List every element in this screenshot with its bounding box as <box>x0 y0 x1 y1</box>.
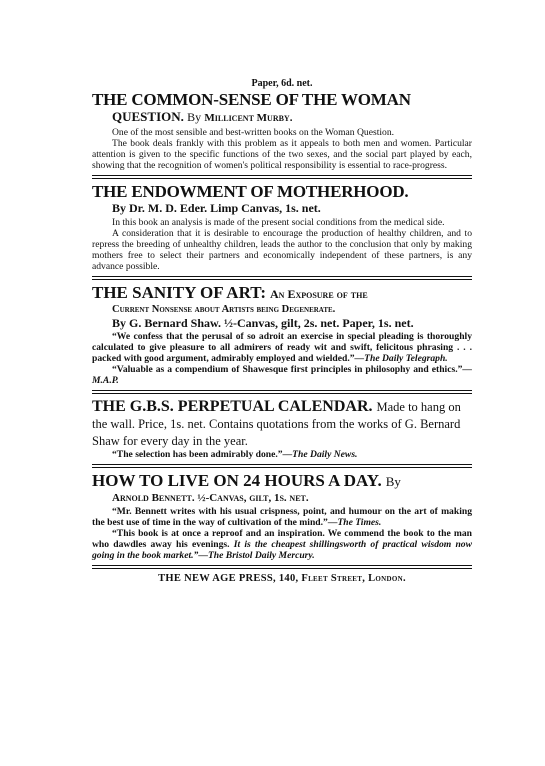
advertisement-page <box>92 78 472 584</box>
review-quote <box>92 506 472 528</box>
book-title-line <box>92 284 472 303</box>
review-text-italic: It is the cheapest shillingsworth of practical wisdom now going in the book market.” <box>92 539 472 561</box>
review-source: —The Bristol Daily Mercury. <box>198 550 315 561</box>
review-quote <box>92 331 472 364</box>
author-line: By Dr. M. D. Eder. Limp Canvas, 1s. net. <box>112 201 321 215</box>
book-subtitle: An Exposure of the <box>270 287 368 301</box>
divider <box>92 276 472 280</box>
publisher-footer: THE NEW AGE PRESS, 140, Fleet Street, London. <box>158 573 406 584</box>
book-title-line <box>92 472 472 491</box>
review-text: “Valuable as a compendium of Shawesque first principles in philosophy and ethics.” <box>112 364 463 375</box>
divider <box>92 464 472 468</box>
book-entry-calendar <box>92 398 472 460</box>
description-paragraph: A consideration that it is desirable to encourage the production of healthy children, and to repress the breeding of unhealthy children, leads the author to the conclusion that only by making mothers free to select their partners and economically independent of these partners, is any advance possible. <box>92 228 472 272</box>
divider <box>92 175 472 179</box>
book-subtitle-continued: Current Nonsense about Artists being Degenerate. <box>112 304 336 315</box>
author-prefix: By <box>187 110 202 124</box>
review-quote <box>92 364 472 386</box>
description-paragraph: In this book an analysis is made of the present social conditions from the medical side. <box>112 217 445 228</box>
review-text: “The selection has been admirably done.” <box>112 449 283 460</box>
divider <box>92 390 472 394</box>
description-paragraph: One of the most sensible and best-written books on the Woman Question. <box>112 127 395 138</box>
book-title: THE SANITY OF ART: <box>92 283 266 302</box>
book-entry-common-sense <box>92 91 472 171</box>
review-text: “Mr. Bennett writes with his usual crispness, point, and humour on the art of making the best use of time in the way of cultivation of the mind.” <box>92 506 472 528</box>
price-note: Paper, 6d. net. <box>251 78 313 89</box>
book-title: HOW TO LIVE ON 24 HOURS A DAY. <box>92 471 382 490</box>
book-title: THE ENDOWMENT OF MOTHERHOOD. <box>92 182 409 201</box>
review-source: —M.A.P. <box>92 364 472 386</box>
review-text: “We confess that the perusal of so adroit an exercise in special pleading is thoroughly calculated to give pleasure to all admirers of ready wit and swift, felicitous phrasing . . . packed with good argument, admirably employed and wielded.” <box>92 331 472 364</box>
review-source: —The Daily News. <box>282 449 358 460</box>
book-title: THE G.B.S. PERPETUAL CALENDAR. <box>92 398 373 415</box>
book-title-continued <box>92 109 472 126</box>
book-title-block <box>92 398 472 449</box>
author-prefix: By <box>385 474 401 489</box>
book-title: THE COMMON-SENSE OF THE WOMAN <box>92 90 411 109</box>
author-line: Arnold Bennett. ½-Canvas, gilt, 1s. net. <box>112 492 309 504</box>
author-name: Millicent Murby. <box>204 112 293 124</box>
review-text: “This book is at once a reproof and an inspiration. We commend the book to the man who dawdles away his evenings. <box>92 528 472 550</box>
book-entry-endowment <box>92 183 472 272</box>
review-quote <box>92 528 472 561</box>
book-entry-sanity-of-art <box>92 284 472 386</box>
book-title-end: QUESTION. <box>112 109 184 124</box>
review-source: —The Daily Telegraph. <box>354 353 448 364</box>
book-entry-24-hours <box>92 472 472 561</box>
book-description: Made to hang on the wall. Price, 1s. net. Contains quotations from the works of G. Bernard Shaw for every day in the year. <box>92 400 461 448</box>
divider <box>92 565 472 569</box>
description-paragraph: The book deals frankly with this problem as it appeals to both men and women. Particular attention is given to the specific functions of the two sexes, and the social part played by each, showing that the recognition of women's political responsibility is essential to race-progress. <box>92 138 472 171</box>
review-source: —The Times. <box>327 517 382 528</box>
author-line: By G. Bernard Shaw. ½-Canvas, gilt, 2s. net. Paper, 1s. net. <box>112 316 414 330</box>
review-quote <box>92 449 472 460</box>
